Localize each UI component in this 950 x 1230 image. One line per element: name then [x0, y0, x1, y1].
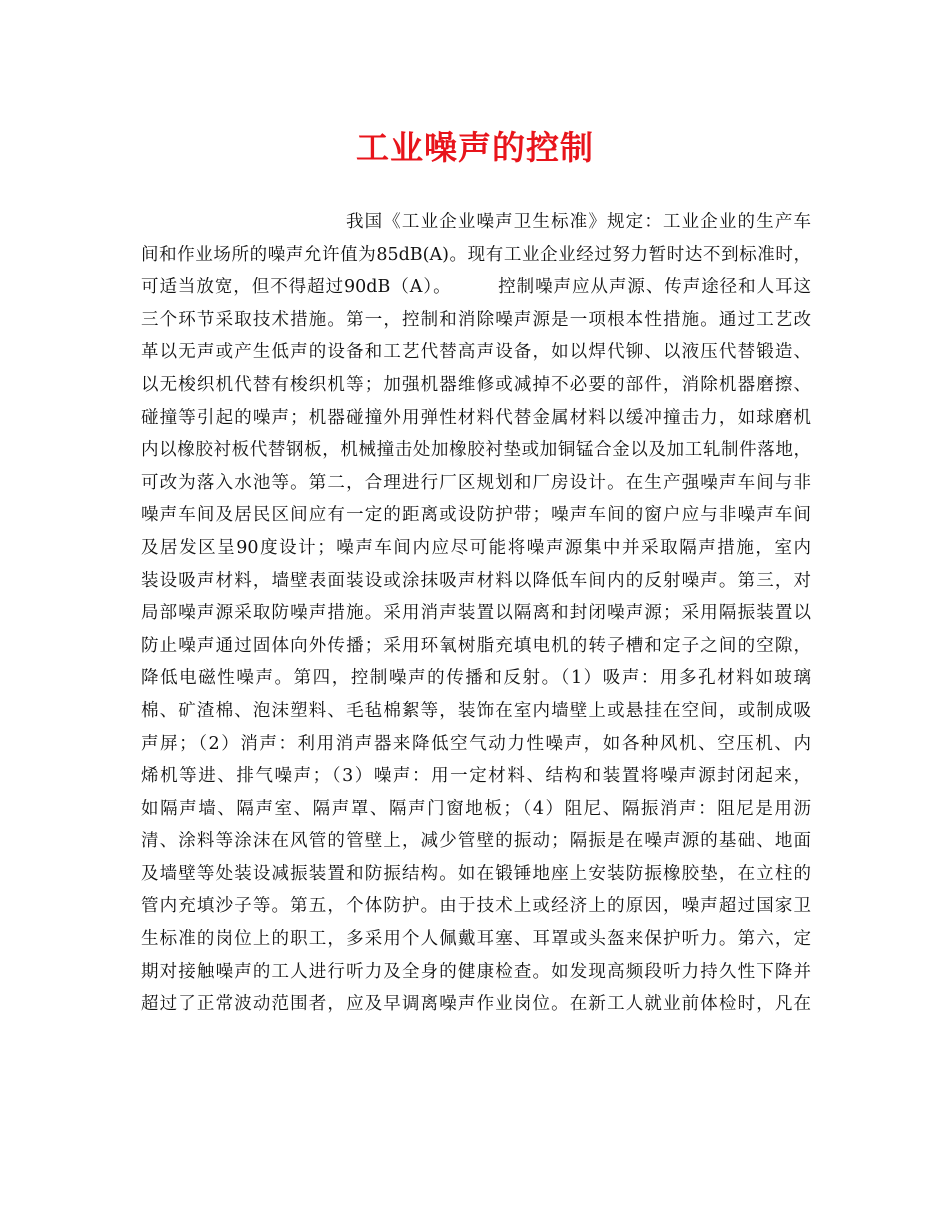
text-line: 棉、矿渣棉、泡沫塑料、毛毡棉絮等，装饰在室内墙壁上或悬挂在空间，或制成吸: [141, 700, 811, 721]
text-line: 三个环节采取技术措施。第一，控制和消除噪声源是一项根本性措施。通过工艺改: [141, 309, 811, 330]
text-line: 噪声车间及居民区间应有一定的距离或设防护带；噪声车间的窗户应与非噪声车间: [141, 505, 811, 526]
text-line: 以无梭织机代替有梭织机等；加强机器维修或减掉不必要的部件，消除机器磨擦、: [141, 374, 811, 395]
text-line: 我国《工业企业噪声卫生标准》规定：工业企业的生产车: [346, 212, 811, 232]
text-line: 装设吸声材料，墙壁表面装设或涂抹吸声材料以降低车间内的反射噪声。第三，对: [141, 570, 811, 591]
text-line: 内以橡胶衬板代替钢板，机械撞击处加橡胶衬垫或加铜锰合金以及加工轧制件落地，: [141, 440, 811, 461]
text-line: 局部噪声源采取防噪声措施。采用消声装置以隔离和封闭噪声源；采用隔振装置以: [141, 603, 811, 624]
text-line: 声屏；（2）消声：利用消声器来降低空气动力性噪声，如各种风机、空压机、内: [141, 733, 811, 754]
text-line: 生标准的岗位上的职工，多采用个人佩戴耳塞、耳罩或头盔来保护听力。第六，定: [141, 929, 811, 950]
text-line: 管内充填沙子等。第五，个体防护。由于技术上或经济上的原因，噪声超过国家卫: [141, 896, 811, 917]
page-title: 工业噪声的控制: [356, 128, 594, 167]
text-line: 超过了正常波动范围者，应及早调离噪声作业岗位。在新工人就业前体检时，凡在: [141, 994, 811, 1015]
text-line: 及居发区呈90度设计；噪声车间内应尽可能将噪声源集中并采取隔声措施，室内: [141, 537, 811, 558]
text-line: 如隔声墙、隔声室、隔声罩、隔声门窗地板；（4）阻尼、隔振消声：阻尼是用沥: [141, 798, 811, 819]
text-line: 及墙壁等处装设减振装置和防振结构。如在锻锤地座上安装防振橡胶垫，在立柱的: [141, 863, 811, 884]
text-line: 清、涂料等涂沫在风管的管壁上，减少管壁的振动；隔振是在噪声源的基础、地面: [141, 831, 811, 852]
text-line: 革以无声或产生低声的设备和工艺代替高声设备，如以焊代铆、以液压代替锻造、: [141, 342, 811, 363]
text-line: 降低电磁性噪声。第四，控制噪声的传播和反射。（1）吸声：用多孔材料如玻璃: [141, 668, 811, 689]
text-line: 碰撞等引起的噪声；机器碰撞外用弹性材料代替金属材料以缓冲撞击力，如球磨机: [141, 407, 811, 428]
text-line: 防止噪声通过固体向外传播；采用环氧树脂充填电机的转子槽和定子之间的空隙，: [141, 635, 811, 656]
text-line: 烯机等进、排气噪声；（3）噪声：用一定材料、结构和装置将噪声源封闭起来，: [141, 766, 811, 787]
text-line: 可改为落入水池等。第二，合理进行厂区规划和厂房设计。在生产强噪声车间与非: [141, 472, 811, 493]
text-line: 间和作业场所的噪声允许值为85dB(A)。现有工业企业经过努力暂时达不到标准时，: [141, 244, 811, 265]
text-line: 可适当放宽，但不得超过90dB（A）。 控制噪声应从声源、传声途径和人耳这: [141, 277, 811, 298]
body-paragraph: [141, 206, 811, 1021]
text-line: 期对接触噪声的工人进行听力及全身的健康检查。如发现高频段听力持久性下降并: [141, 961, 811, 982]
